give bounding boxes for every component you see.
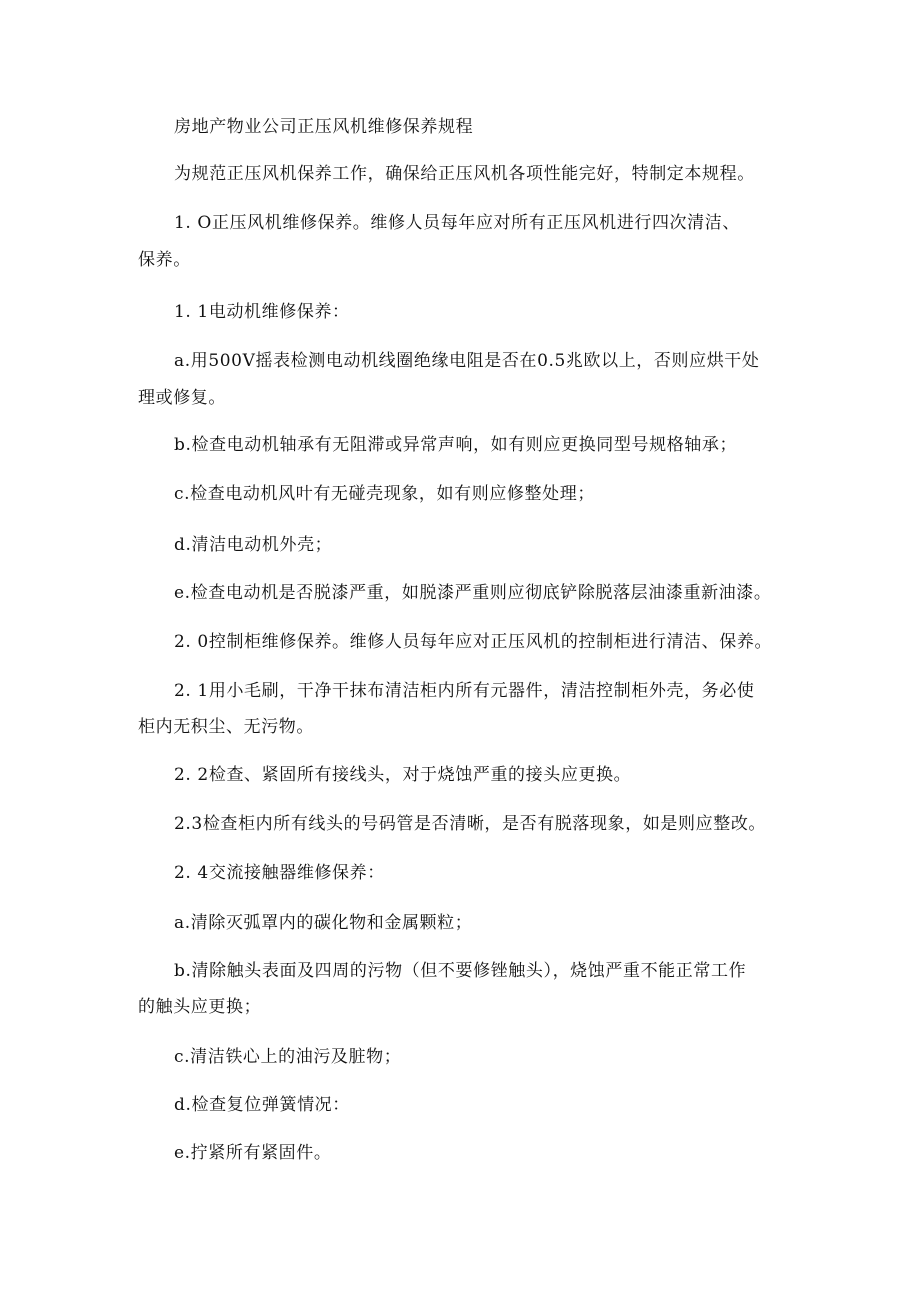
section-2-4-a: a.清除灭弧罩内的碳化物和金属颗粒； xyxy=(174,913,473,933)
section-2-3: 2.3检查柜内所有线头的号码管是否清晰，是否有脱落现象，如是则应整改。 xyxy=(174,814,767,834)
section-1-1-heading: 1. 1电动机维修保养： xyxy=(174,302,350,322)
section-2-1-line-2: 柜内无积尘、无污物。 xyxy=(138,717,314,737)
section-1-0-line-2: 保养。 xyxy=(138,250,191,270)
section-2-1-line-1: 2. 1用小毛刷，干净干抹布清洁柜内所有元器件，清洁控制柜外壳，务必使 xyxy=(174,681,755,701)
section-2-4-d: d.检查复位弹簧情况： xyxy=(174,1095,350,1115)
section-2-4-b-line-1: b.清除触头表面及四周的污物（但不要修锉触头），烧蚀严重不能正常工作 xyxy=(174,961,747,981)
section-2-4-b-line-2: 的触头应更换； xyxy=(138,997,262,1017)
section-1-1-a-line-1: a.用500V摇表检测电动机线圈绝缘电阻是否在0.5兆欧以上，否则应烘干处 xyxy=(174,351,760,371)
document-title: 房地产物业公司正压风机维修保养规程 xyxy=(174,117,474,137)
section-2-4-e: e.拧紧所有紧固件。 xyxy=(174,1143,332,1163)
section-2-0: 2. 0控制柜维修保养。维修人员每年应对正压风机的控制柜进行清洁、保养。 xyxy=(174,632,773,652)
section-1-0-line-1: 1. O正压风机维修保养。维修人员每年应对所有正压风机进行四次清洁、 xyxy=(174,213,740,233)
section-1-1-b: b.检查电动机轴承有无阻滞或异常声响，如有则应更换同型号规格轴承； xyxy=(174,435,738,455)
section-1-1-d: d.清洁电动机外壳； xyxy=(174,535,333,555)
section-1-1-e: e.检查电动机是否脱漆严重，如脱漆严重则应彻底铲除脱落层油漆重新油漆。 xyxy=(174,583,772,603)
section-2-4-heading: 2. 4交流接触器维修保养： xyxy=(174,863,385,883)
intro-paragraph: 为规范正压风机保养工作，确保给正压风机各项性能完好，特制定本规程。 xyxy=(174,164,755,184)
section-1-1-c: c.检查电动机风叶有无碰壳现象，如有则应修整处理； xyxy=(174,484,595,504)
section-2-4-c: c.清洁铁心上的油污及脏物； xyxy=(174,1047,402,1067)
section-1-1-a-line-2: 理或修复。 xyxy=(138,388,226,408)
section-2-2: 2. 2检查、紧固所有接线头，对于烧蚀严重的接头应更换。 xyxy=(174,765,632,785)
